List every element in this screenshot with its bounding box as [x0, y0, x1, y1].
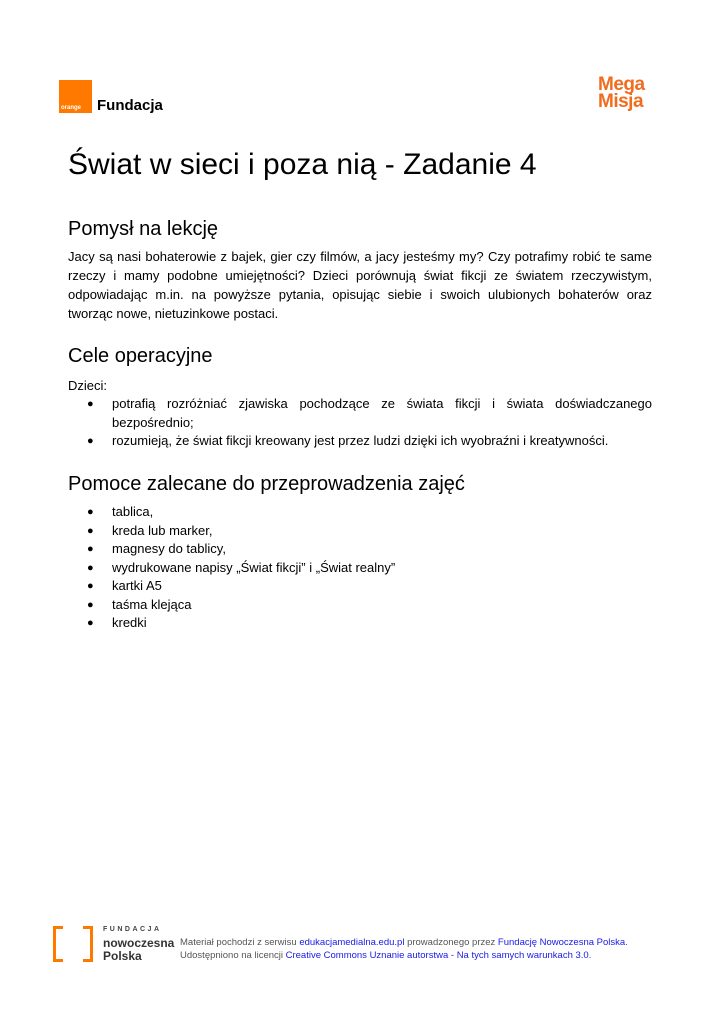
list-item: ● tablica, [68, 503, 652, 522]
logo-bracket-left [53, 926, 63, 962]
fundacja-label: Fundacja [97, 97, 163, 114]
list-item: ● wydrukowane napisy „Świat fikcji” i „Świat realny” [68, 559, 652, 578]
footer-line1-prefix: Materiał pochodzi z serwisu [180, 937, 300, 948]
orange-fundacja-logo [59, 80, 163, 113]
megamisja-line2: Misja [598, 91, 644, 112]
footer-text [180, 936, 628, 962]
footer-line1 [180, 936, 628, 949]
list-item: ● kartki A5 [68, 577, 652, 596]
megamisja-logo [598, 76, 660, 110]
section-heading-idea: Pomysł na lekcję [68, 218, 219, 240]
footer-line1-middle: prowadzonego przez [404, 937, 498, 948]
logo-bracket-right [83, 926, 93, 962]
section-heading-goals: Cele operacyjne [68, 345, 213, 367]
section-heading-aids: Pomoce zalecane do przeprowadzenia zajęć [68, 473, 465, 495]
list-item: ● taśma klejąca [68, 596, 652, 615]
footer-line2-prefix: Udostępniono na licencji [180, 950, 286, 961]
list-item: ● kreda lub marker, [68, 522, 652, 541]
orange-logo-text: orange [61, 105, 82, 111]
license-link[interactable]: Creative Commons Uznanie autorstwa - Na tych samych warunkach 3.0 [285, 950, 589, 961]
aids-list [68, 503, 652, 633]
edukacjamedialna-link[interactable]: edukacjamedialna.edu.pl [299, 937, 405, 948]
logo-line1: FUNDACJA [103, 926, 162, 933]
fundacja-nowoczesna-polska-logo [53, 926, 173, 966]
fundacja-link[interactable]: Fundację Nowoczesna Polska [497, 937, 626, 948]
logo-line3: Polska [103, 949, 142, 963]
logo-line2: nowoczesna [103, 936, 175, 950]
footer-line2 [180, 949, 628, 962]
logo-text [103, 926, 174, 962]
list-item: ● potrafią rozróżniać zjawiska pochodzące ze świata fikcji i świata doświadczanego bezpośrednio; [68, 395, 652, 432]
footer-line1-suffix: . [625, 937, 628, 948]
list-item: ● kredki [68, 614, 652, 633]
goals-list [68, 395, 652, 451]
list-item: ● magnesy do tablicy, [68, 540, 652, 559]
footer-line2-suffix: . [588, 950, 592, 961]
orange-logo-square [59, 80, 92, 113]
idea-paragraph: Jacy są nasi bohaterowie z bajek, gier czy filmów, a jacy jesteśmy my? Czy potrafimy robić te same rzeczy i mamy podobne umiejętności? Dzieci porównują świat fikcji ze światem rzeczywistym, odpowiadając m.in. na powyższe pytania, opisując siebie i swoich ulubionych bohaterów oraz tworząc nowe, nietuzinkowe postaci. [68, 249, 652, 321]
megamisja-line1: Mega [598, 74, 645, 95]
goals-intro: Dzieci: [68, 378, 108, 393]
list-item: ● rozumieją, że świat fikcji kreowany jest przez ludzi dzięki ich wyobraźni i kreatywności. [68, 432, 652, 451]
page-title: Świat w sieci i poza nią - Zadanie 4 [68, 148, 537, 181]
